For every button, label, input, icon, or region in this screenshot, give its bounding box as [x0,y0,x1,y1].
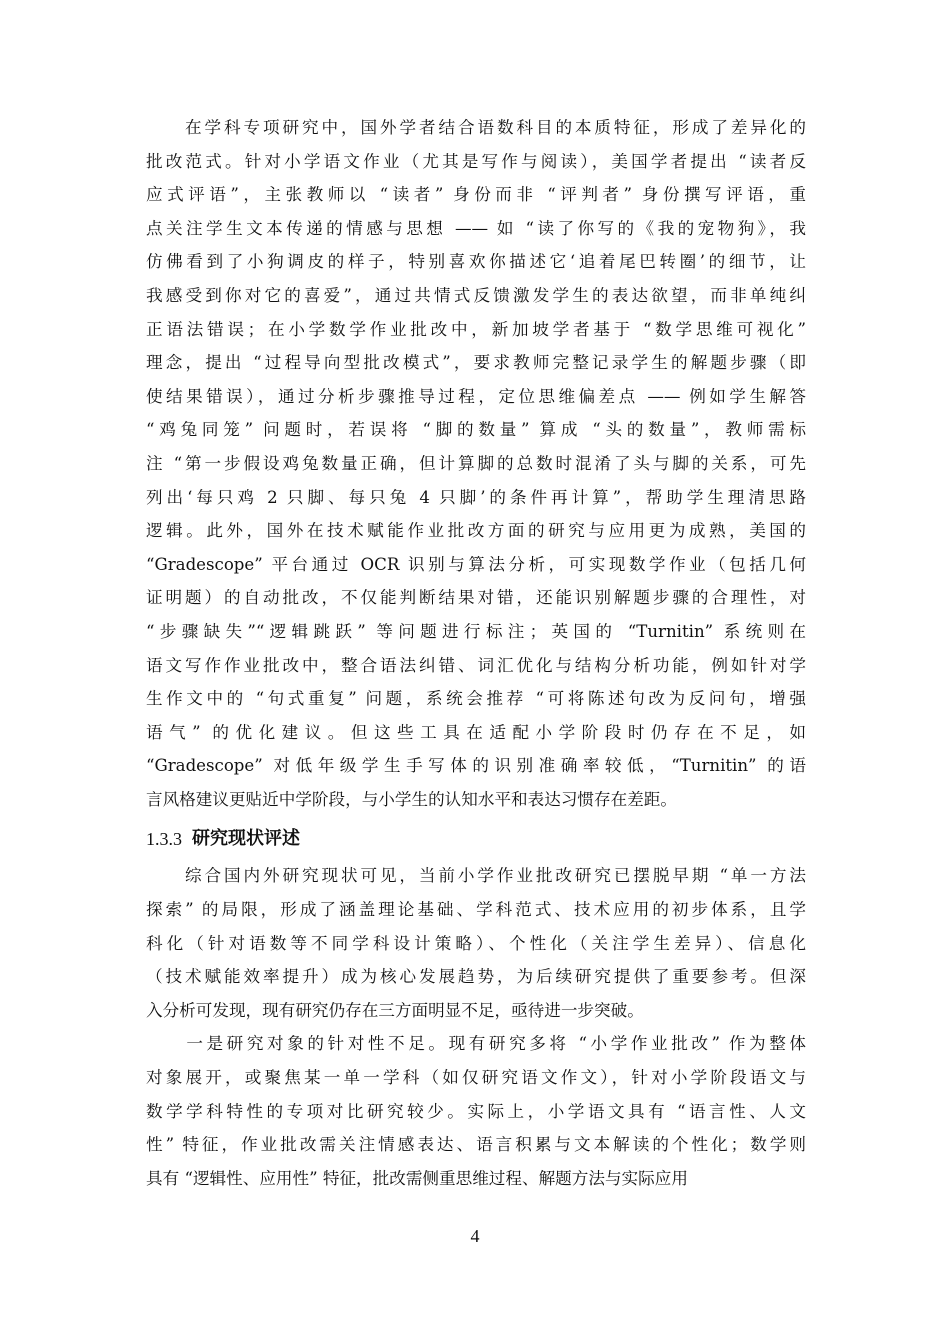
text-line: 证明题）的自动批改，不仅能判断结果对错，还能识别解题步骤的合理性，对 [146,588,806,608]
text-line: 逻辑。此外，国外在技术赋能作业批改方面的研究与应用更为成熟，美国的 [146,521,806,541]
text-line: 一是研究对象的针对性不足。现有研究多将 “小学作业批改” 作为整体 [146,1034,806,1054]
text-line: “鸡兔同笼” 问题时，若误将 “脚的数量” 算成 “头的数量”，教师需标 [146,420,806,440]
text-line: “Gradescope” 平台通过 OCR 识别与算法分析，可实现数学作业（包括几何 [146,554,806,574]
text-line: 注 “第一步假设鸡兔数量正确，但计算脚的总数时混淆了头与脚的关系，可先 [146,453,806,473]
text-line: “步骤缺失”“逻辑跳跃” 等问题进行标注；英国的 “Turnitin” 系统则在 [146,621,806,641]
text-line: 探索” 的局限，形成了涵盖理论基础、学科范式、技术应用的初步体系，且学 [146,900,806,920]
body-text-bottom [146,859,806,1195]
text-line: 语气” 的优化建议。但这些工具在适配小学阶段时仍存在不足，如 [146,722,806,742]
text-line: （技术赋能效率提升）成为核心发展趋势，为后续研究提供了重要参考。但深 [146,967,806,987]
text-line: 言风格建议更贴近中学阶段，与小学生的认知水平和表达习惯存在差距。 [146,789,677,809]
text-line: 性” 特征，作业批改需关注情感表达、语言积累与文本解读的个性化；数学则 [146,1135,806,1155]
text-line: 综合国内外研究现状可见，当前小学作业批改研究已摆脱早期 “单一方法 [146,866,806,886]
section-title: 研究现状评述 [192,828,300,850]
text-line: 入分析可发现，现有研究仍存在三方面明显不足，亟待进一步突破。 [146,1000,644,1020]
paragraph [146,111,806,816]
text-line: 生作文中的 “句式重复” 问题，系统会推荐 “可将陈述句改为反问句，增强 [146,689,806,709]
text-line: 数学学科特性的专项对比研究较少。实际上，小学语文具有 “语言性、人文 [146,1101,806,1121]
text-line: 正语法错误；在小学数学作业批改中，新加坡学者基于 “数学思维可视化” [146,319,806,339]
text-line: 点关注学生文本传递的情感与思想 —— 如 “读了你写的《我的宠物狗》，我 [146,218,806,238]
paragraph [146,859,806,1027]
page-content [146,111,806,1195]
page-number: 4 [470,1226,480,1246]
text-line: 在学科专项研究中，国外学者结合语数科目的本质特征，形成了差异化的 [146,118,806,137]
section-number: 1.3.3 [146,829,182,850]
text-line: 我感受到你对它的喜爱”，通过共情式反馈激发学生的表达欲望，而非单纯纠 [146,285,806,305]
text-line: 应式评语”，主张教师以 “读者” 身份而非 “评判者” 身份撰写评语，重 [146,185,806,205]
section-heading [146,819,806,859]
text-line: 语文写作作业批改中，整合语法纠错、词汇优化与结构分析功能，例如针对学 [146,655,806,675]
body-text-top [146,111,806,816]
text-line: 列出‘每只鸡 2 只脚、每只兔 4 只脚’的条件再计算”，帮助学生理清思路 [146,487,806,507]
text-line: 对象展开，或聚焦某一单一学科（如仅研究语文作文），针对小学阶段语文与 [146,1068,806,1088]
text-line: 仿佛看到了小狗调皮的样子，特别喜欢你描述它‘追着尾巴转圈’的细节，让 [146,252,806,272]
text-line: 理念，提出 “过程导向型批改模式”，要求教师完整记录学生的解题步骤（即 [146,353,806,373]
text-line: 批改范式。针对小学语文作业（尤其是写作与阅读），美国学者提出 “读者反 [146,151,806,171]
text-line: 科化（针对语数等不同学科设计策略）、个性化（关注学生差异）、信息化 [146,933,806,953]
text-line: 使结果错误），通过分析步骤推导过程，定位思维偏差点 —— 例如学生解答 [146,386,806,406]
paragraph [146,1027,806,1195]
text-line: “Gradescope” 对低年级学生手写体的识别准确率较低，“Turnitin” 的语 [146,756,806,776]
text-line: 具有 “逻辑性、应用性” 特征，批改需侧重思维过程、解题方法与实际应用 [146,1168,688,1188]
